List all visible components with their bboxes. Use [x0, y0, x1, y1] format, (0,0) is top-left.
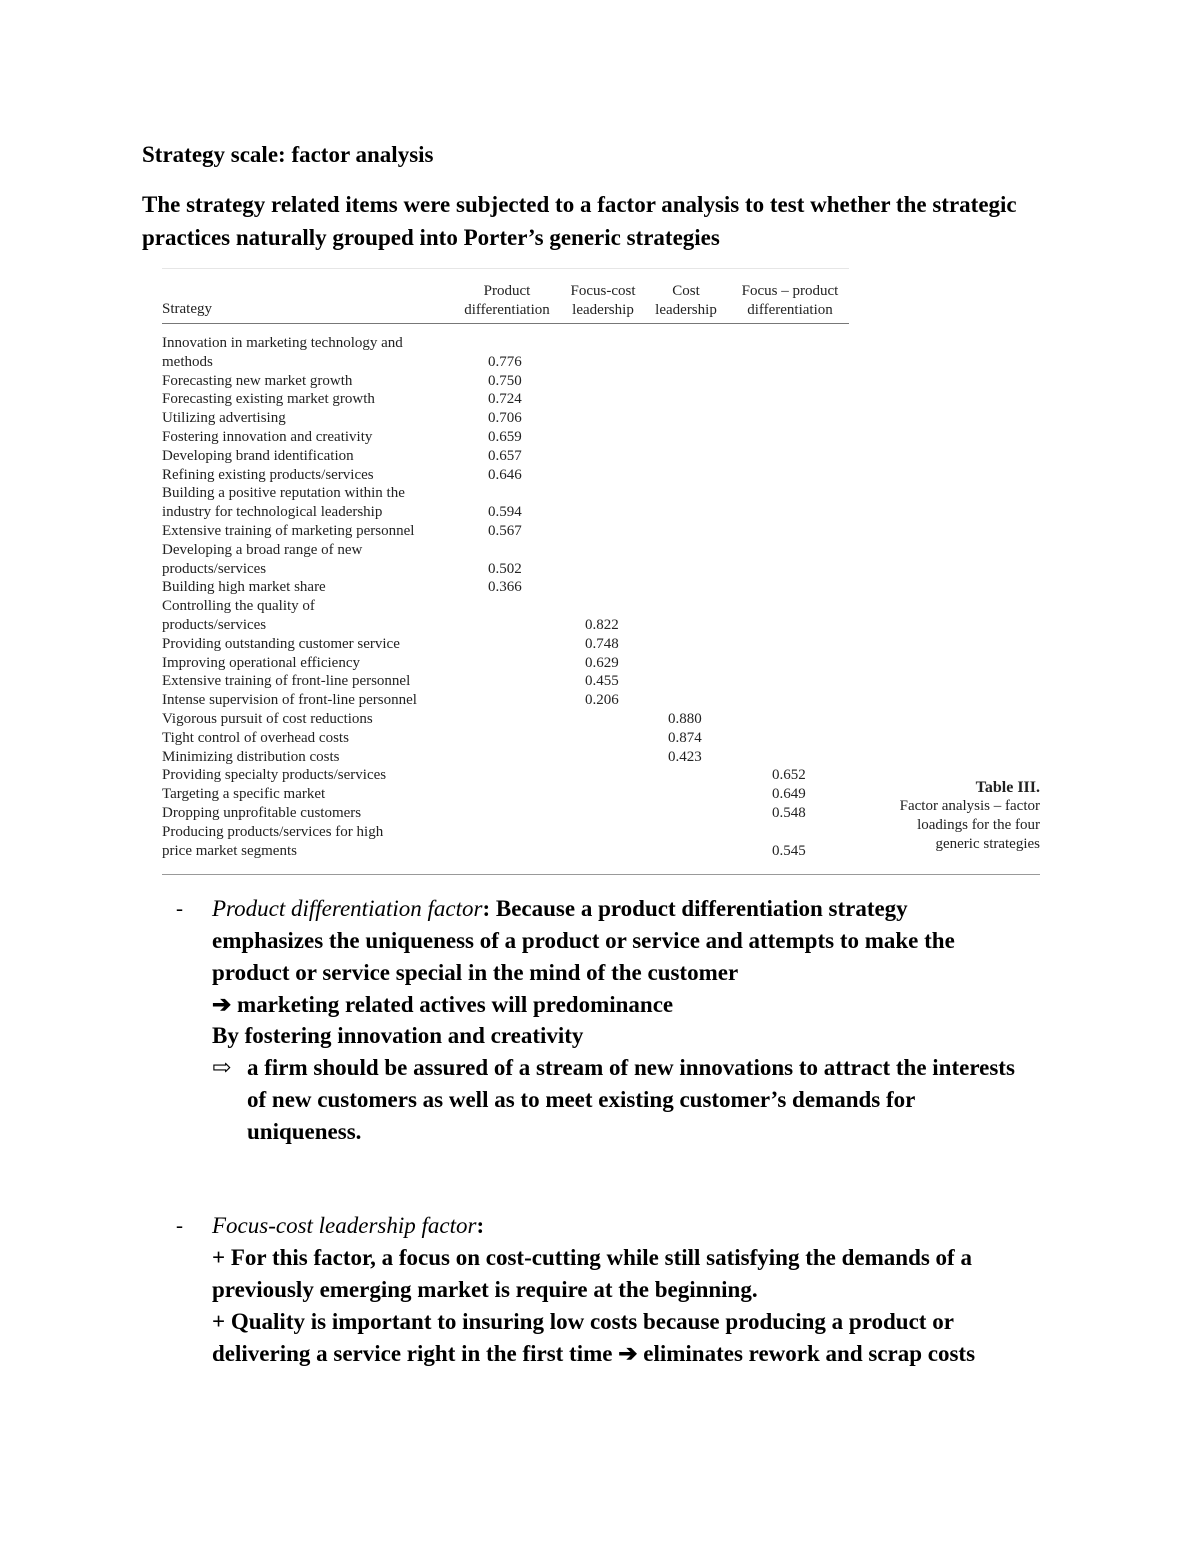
focus-cost-title: Focus-cost leadership factor: [212, 1213, 485, 1238]
table-top-rule [162, 268, 849, 269]
focus-cost-plus2-line2: delivering a service right in the first time ➔ eliminates rework and scrap costs [212, 1341, 976, 1366]
table-cell-value: 0.567 [488, 523, 522, 539]
table-cell-value: 0.646 [488, 466, 522, 483]
table-cell-value: 0.548 [772, 805, 806, 821]
table-row-label: Vigorous pursuit of cost reductions [162, 711, 373, 727]
product-diff-line3: product or service special in the mind of the customer [212, 960, 739, 985]
table-cell-value: 0.502 [488, 560, 522, 577]
table-cell-value: 0.629 [585, 654, 619, 671]
table-cell-value: 0.776 [488, 353, 522, 370]
focus-cost-plus1-line1: + For this factor, a focus on cost-cutting while still satisfying the demands of a [212, 1245, 972, 1270]
focus-cost-plus1-line2: previously emerging market is require at the beginning. [212, 1277, 758, 1302]
header-strategy: Strategy [162, 301, 212, 317]
product-diff-fostering: By fostering innovation and creativity [212, 1023, 584, 1048]
product-diff-label: Product differentiation factor [212, 896, 483, 921]
table-cell-value: 0.874 [668, 729, 702, 746]
table-cell-value: 0.455 [585, 673, 619, 690]
table-row-label: price market segments [162, 842, 297, 859]
table-row-label: Innovation in marketing technology and [162, 335, 403, 351]
bullet-dash: - [176, 1213, 183, 1237]
table-cell-value: 0.880 [668, 711, 702, 727]
table-row-label: Improving operational efficiency [162, 654, 360, 671]
table-caption [850, 778, 1040, 854]
product-diff-sub-line3: uniqueness. [247, 1119, 362, 1144]
table-row-label: Targeting a specific market [162, 786, 326, 803]
table-cell-value: 0.545 [772, 842, 806, 859]
caption-line: Factor analysis – factor [899, 798, 1040, 814]
focus-cost-label: Focus-cost leadership factor [212, 1213, 477, 1238]
caption-title: Table III. [975, 779, 1040, 796]
caption-line: generic strategies [935, 836, 1040, 852]
bullet-dash: - [176, 896, 183, 920]
table-row-label: methods [162, 353, 213, 370]
product-diff-line1: Product differentiation factor: Because a product differentiation strategy [212, 896, 908, 921]
caption-line: loadings for the four [917, 817, 1040, 833]
table-row-label: Providing outstanding customer service [162, 635, 400, 652]
arrow-right-icon: ➔ [212, 992, 232, 1017]
table-row-label: Forecasting existing market growth [162, 391, 375, 408]
section-heading: Strategy scale: factor analysis [142, 142, 434, 167]
product-diff-sub-line2: of new customers as well as to meet existing customer’s demands for [247, 1087, 916, 1112]
intro-paragraph: The strategy related items were subjected to a factor analysis to test whether the strategic practices naturally grouped into Porter’s generic strategies [142, 192, 1017, 250]
header-cost-leadership: Cost leadership [655, 283, 717, 318]
table-row-label: Controlling the quality of [162, 598, 315, 615]
header-focus-product-differentiation: Focus – product differentiation [741, 283, 839, 318]
focus-cost-plus2-line1: + Quality is important to insuring low costs because producing a product or [212, 1309, 954, 1334]
table-row-label: Minimizing distribution costs [162, 748, 340, 765]
table-row-label: industry for technological leadership [162, 504, 383, 521]
table-cell-value: 0.659 [488, 429, 522, 445]
table-row-label: Tight control of overhead costs [162, 729, 349, 746]
table-row-label: Providing specialty products/services [162, 767, 387, 784]
arrow-right-icon: ➔ [618, 1341, 638, 1366]
table-cell-value: 0.657 [488, 447, 522, 464]
product-diff-sub-line1: a firm should be assured of a stream of new innovations to attract the interests [247, 1055, 1015, 1080]
table-row-label: Developing brand identification [162, 447, 354, 464]
table-row-label: Fostering innovation and creativity [162, 429, 373, 445]
table-row-label: Dropping unprofitable customers [162, 805, 362, 821]
table-row-label: Extensive training of marketing personnel [162, 523, 415, 539]
table-row-label: Building high market share [162, 579, 326, 596]
table-cell-value: 0.750 [488, 372, 522, 389]
table-cell-value: 0.652 [772, 767, 806, 784]
product-diff-arrow-line: ➔ marketing related actives will predominance [212, 992, 674, 1017]
table-row-label: products/services [162, 617, 267, 633]
table-row-label: Utilizing advertising [162, 410, 286, 427]
table-cell-value: 0.822 [585, 617, 619, 633]
table-bottom-rule [162, 874, 1040, 875]
table-row-label: Building a positive reputation within the [162, 485, 405, 502]
table-row-label: Forecasting new market growth [162, 372, 353, 389]
table-cell-value: 0.748 [585, 635, 619, 652]
table-header-rule [162, 323, 849, 324]
table-cell-value: 0.724 [488, 391, 522, 408]
table-cell-value: 0.649 [772, 786, 806, 803]
hollow-arrow-icon: ⇨ [212, 1055, 232, 1080]
table-cell-value: 0.706 [488, 410, 522, 427]
table-row-label: Intense supervision of front-line personnel [162, 692, 417, 709]
table-row-label: Extensive training of front-line personnel [162, 673, 411, 690]
header-product-differentiation: Product differentiation [464, 283, 550, 318]
product-diff-line2: emphasizes the uniqueness of a product or service and attempts to make the [212, 928, 955, 953]
table-row-label: Developing a broad range of new [162, 541, 363, 558]
header-focus-cost-leadership: Focus-cost leadership [570, 283, 636, 318]
table-cell-value: 0.594 [488, 504, 522, 521]
table-row-label: products/services [162, 560, 267, 577]
table-cell-value: 0.366 [488, 579, 522, 596]
table-row-label: Refining existing products/services [162, 466, 374, 483]
table-cell-value: 0.206 [585, 692, 619, 709]
table-cell-value: 0.423 [668, 748, 702, 765]
table-row-label: Producing products/services for high [162, 823, 384, 840]
